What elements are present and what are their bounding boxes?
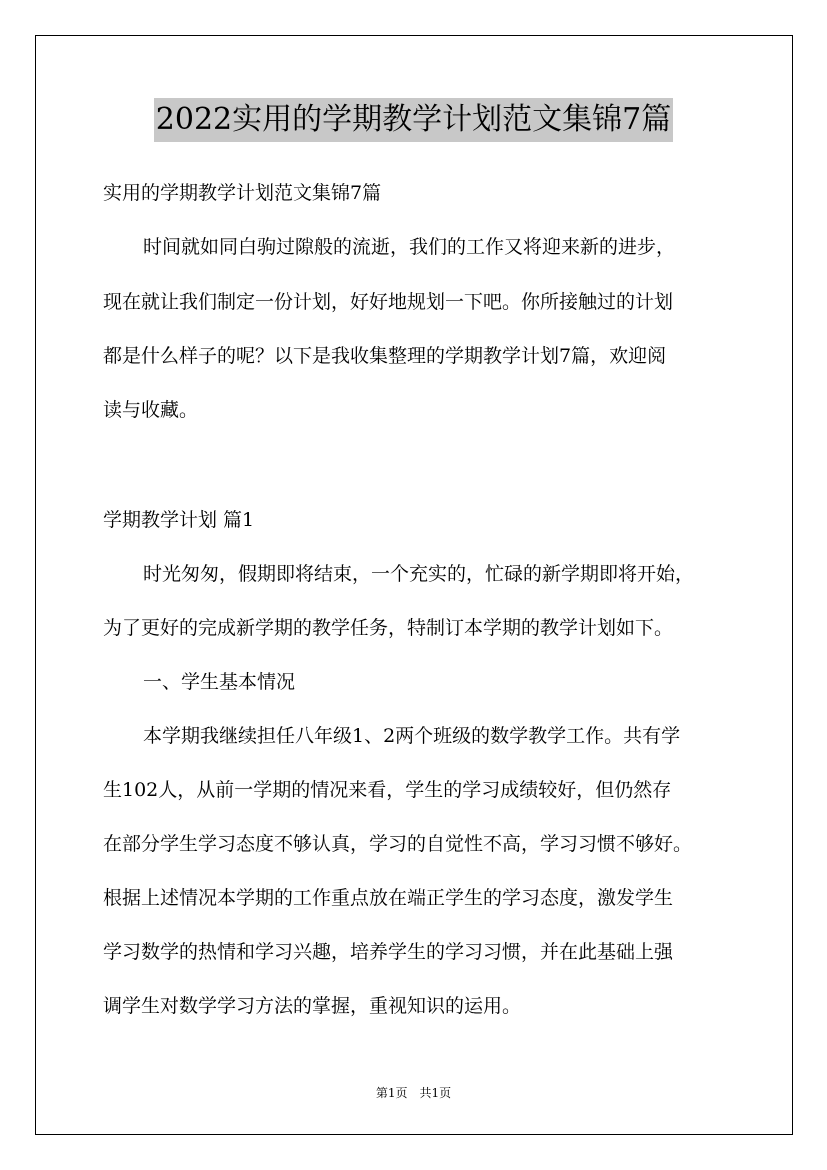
title-container <box>0 98 827 142</box>
paragraph-line: 为了更好的完成新学期的教学任务，特制订本学期的教学计划如下。 <box>103 617 674 639</box>
paragraph-line: 时间就如同白驹过隙般的流逝，我们的工作又将迎来新的进步， <box>143 236 676 258</box>
paragraph-line: 学习数学的热情和学习兴趣，培养学生的学习习惯，并在此基础上强 <box>103 941 674 963</box>
paragraph-line: 现在就让我们制定一份计划，好好地规划一下吧。你所接触过的计划 <box>103 291 674 313</box>
paragraph-line: 生102人，从前一学期的情况来看，学生的学习成绩较好，但仍然存 <box>103 779 672 801</box>
paragraph-line: 根据上述情况本学期的工作重点放在端正学生的学习态度，激发学生 <box>103 887 674 909</box>
paragraph-line: 读与收藏。 <box>103 399 199 421</box>
paragraph-line: 时光匆匆，假期即将结束，一个充实的，忙碌的新学期即将开始， <box>143 563 695 585</box>
document-title: 2022实用的学期教学计划范文集锦7篇 <box>154 98 673 142</box>
subsection-heading: 一、学生基本情况 <box>143 671 296 693</box>
paragraph-line: 在部分学生学习态度不够认真，学习的自觉性不高，学习习惯不够好。 <box>103 833 693 855</box>
paragraph-line: 调学生对数学学习方法的掌握，重视知识的运用。 <box>103 995 522 1017</box>
paragraph-line: 本学期我继续担任八年级1、2两个班级的数学教学工作。共有学 <box>143 725 681 747</box>
page-footer: 第1页 共1页 <box>375 1086 452 1100</box>
subtitle-line: 实用的学期教学计划范文集锦7篇 <box>103 182 382 204</box>
section-heading: 学期教学计划 篇1 <box>103 509 255 531</box>
paragraph-line: 都是什么样子的呢？以下是我收集整理的学期教学计划7篇，欢迎阅 <box>103 345 667 367</box>
